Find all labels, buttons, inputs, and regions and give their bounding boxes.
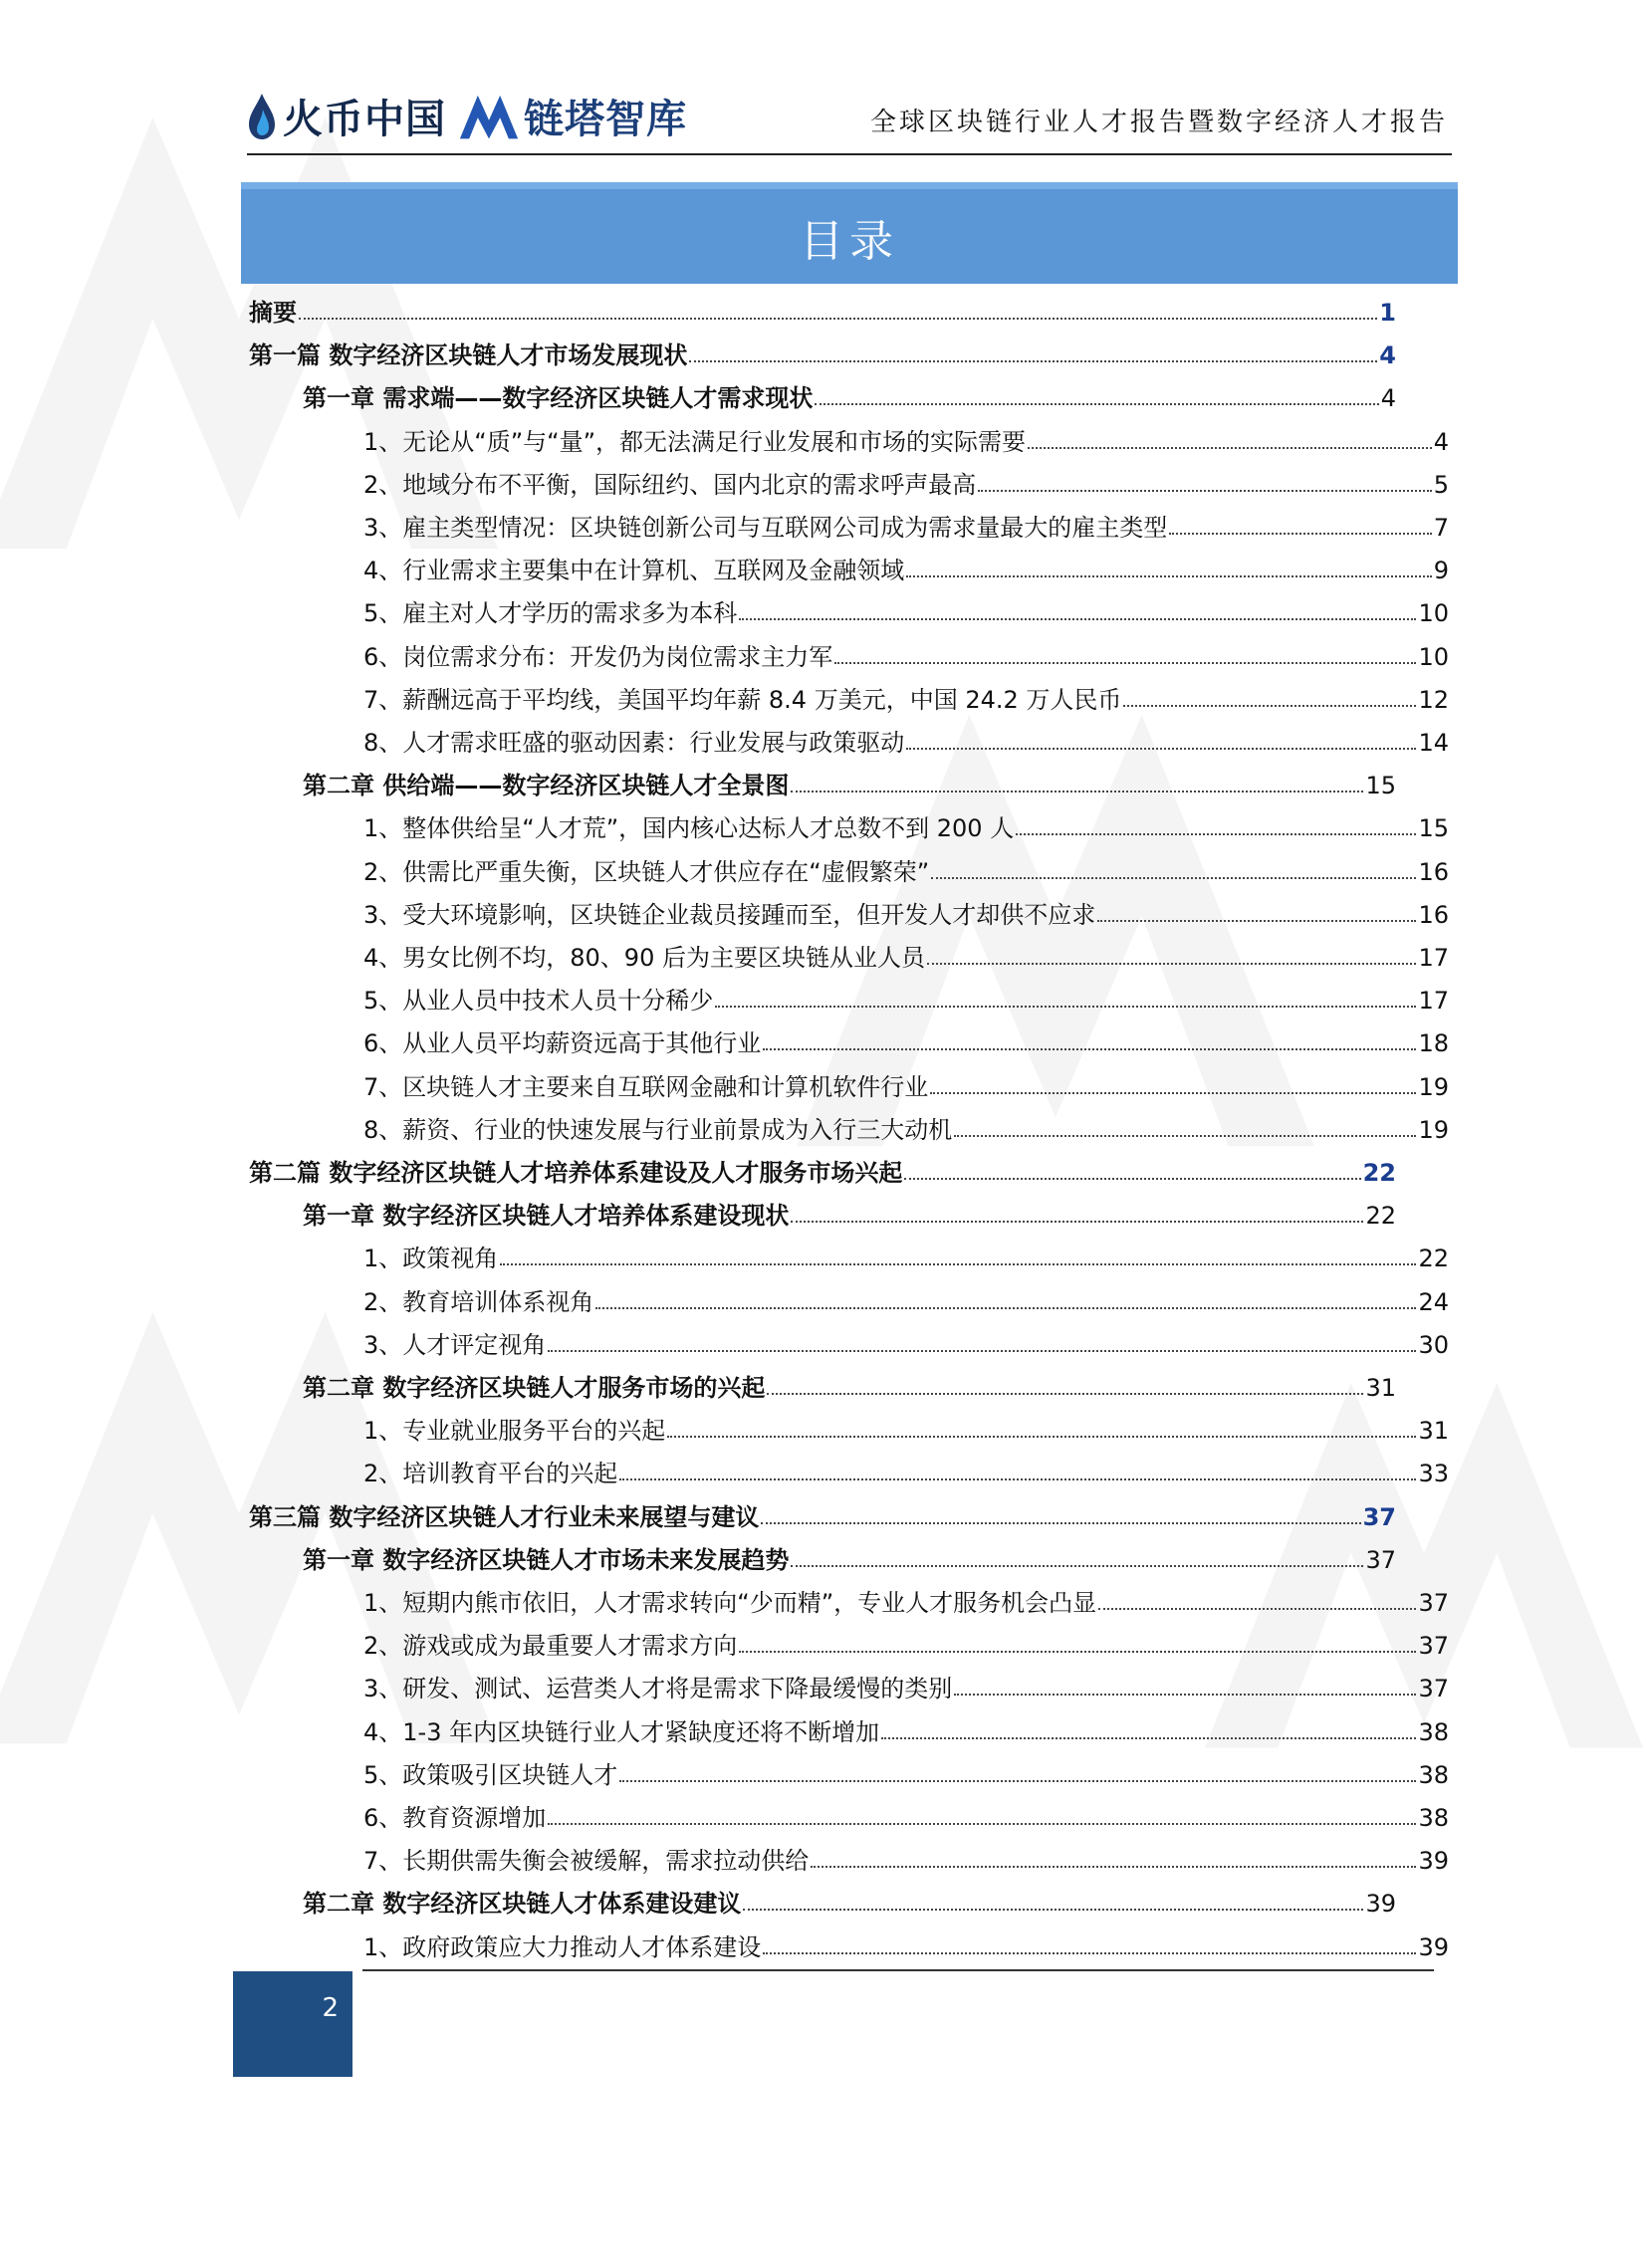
toc-entry[interactable] xyxy=(303,1536,1396,1576)
toc-entry-title: 1、政策视角 xyxy=(363,1245,499,1273)
toc-entry[interactable] xyxy=(249,289,1396,329)
toc-entry-title: 2、教育培训体系视角 xyxy=(363,1287,594,1316)
toc-entry-title: 5、雇主对人才学历的需求多为本科 xyxy=(363,599,738,628)
report-title: 全球区块链行业人才报告暨数字经济人才报告 xyxy=(869,108,1448,137)
toc-entry-page: 19 xyxy=(1418,1072,1449,1101)
toc-entry-page: 18 xyxy=(1418,1029,1449,1058)
toc-leader-dots xyxy=(1016,833,1416,835)
toc-leader-dots xyxy=(767,1393,1363,1395)
toc-entry-page: 31 xyxy=(1418,1417,1449,1446)
toc-entry-title: 1、整体供给呈“人才荒”，国内核心达标人才总数不到 200 人 xyxy=(363,814,1015,843)
toc-entry-title: 第一章 需求端——数字经济区块链人才需求现状 xyxy=(303,384,814,413)
toc-entry-title: 3、人才评定视角 xyxy=(363,1330,547,1359)
toc-entry-page: 30 xyxy=(1418,1330,1449,1359)
flame-drop-icon xyxy=(247,92,277,141)
page-number: 2 xyxy=(322,1993,339,2023)
page-number-box xyxy=(233,1971,353,2077)
toc-leader-dots xyxy=(930,1092,1416,1094)
toc-entry-title: 6、教育资源增加 xyxy=(363,1804,547,1832)
toc-entry[interactable] xyxy=(363,848,1449,888)
toc-entry-title: 1、专业就业服务平台的兴起 xyxy=(363,1417,666,1446)
toc-leader-dots xyxy=(906,748,1416,750)
toc-entry-page: 15 xyxy=(1418,814,1449,843)
toc-entry-page: 9 xyxy=(1433,557,1449,585)
toc-entry[interactable] xyxy=(363,633,1449,673)
toc-entry-page: 10 xyxy=(1418,642,1449,671)
toc-leader-dots xyxy=(548,1823,1416,1825)
toc-entry[interactable] xyxy=(363,1106,1449,1146)
toc-leader-dots xyxy=(761,1522,1360,1524)
toc-entry[interactable] xyxy=(363,461,1449,501)
toc-entry[interactable] xyxy=(363,547,1449,586)
toc-entry-page: 5 xyxy=(1433,470,1449,499)
toc-entry-page: 38 xyxy=(1418,1804,1449,1832)
toc-leader-dots xyxy=(931,877,1416,879)
toc-entry-title: 8、人才需求旺盛的驱动因素：行业发展与政策驱动 xyxy=(363,729,905,757)
toc-entry[interactable] xyxy=(363,1579,1449,1619)
toc-entry[interactable] xyxy=(363,1020,1449,1059)
toc-entry-title: 1、短期内熊市依旧，人才需求转向“少而精”，专业人才服务机会凸显 xyxy=(363,1589,1097,1617)
toc-leader-dots xyxy=(739,618,1416,620)
toc-entry-page: 37 xyxy=(1365,1545,1396,1574)
toc-leader-dots xyxy=(906,575,1431,577)
toc-entry[interactable] xyxy=(363,676,1449,716)
toc-entry-title: 3、受大环境影响，区块链企业裁员接踵而至，但开发人才却供不应求 xyxy=(363,900,1096,929)
toc-entry-page: 39 xyxy=(1365,1890,1396,1919)
toc-leader-dots xyxy=(927,963,1416,965)
toc-entry-page: 39 xyxy=(1418,1932,1449,1961)
toc-entry-title: 2、培训教育平台的兴起 xyxy=(363,1460,618,1488)
toc-entry[interactable] xyxy=(303,762,1396,801)
toc-heading: 目录 xyxy=(800,215,899,267)
toc-entry-page: 4 xyxy=(1380,384,1396,413)
toc-entry[interactable] xyxy=(303,1192,1396,1232)
toc-entry-title: 7、薪酬远高于平均线，美国平均年薪 8.4 万美元，中国 24.2 万人民币 xyxy=(363,685,1122,714)
toc-leader-dots xyxy=(739,1651,1416,1653)
toc-leader-dots xyxy=(791,791,1363,793)
toc-entry-page: 4 xyxy=(1379,341,1396,370)
toc-entry-page: 33 xyxy=(1418,1460,1449,1488)
toc-entry[interactable] xyxy=(363,504,1449,544)
toc-leader-dots xyxy=(791,1565,1363,1567)
toc-entry-title: 第一篇 数字经济区块链人才市场发展现状 xyxy=(249,341,688,370)
toc-leader-dots xyxy=(548,1350,1416,1352)
toc-entry[interactable] xyxy=(363,1407,1449,1447)
toc-entry-title: 第二章 数字经济区块链人才体系建设建议 xyxy=(303,1890,742,1919)
toc-entry-title: 4、1-3 年内区块链行业人才紧缺度还将不断增加 xyxy=(363,1717,880,1746)
lianta-logo xyxy=(458,88,687,144)
toc-leader-dots xyxy=(619,1780,1416,1782)
toc-leader-dots xyxy=(1098,1608,1416,1610)
toc-entry-title: 2、供需比严重失衡，区块链人才供应存在“虚假繁荣” xyxy=(363,857,930,886)
toc-entry-page: 38 xyxy=(1418,1760,1449,1789)
toc-leader-dots xyxy=(954,1135,1416,1137)
toc-entry-title: 5、从业人员中技术人员十分稀少 xyxy=(363,987,714,1016)
toc-leader-dots xyxy=(815,403,1378,405)
toc-entry-title: 第二章 供给端——数字经济区块链人才全景图 xyxy=(303,772,790,800)
toc-entry-title: 6、岗位需求分布：开发仍为岗位需求主力军 xyxy=(363,642,833,671)
toc-entry-title: 1、无论从“质”与“量”，都无法满足行业发展和市场的实际需要 xyxy=(363,427,1027,456)
huobi-logo xyxy=(247,88,446,144)
toc-leader-dots xyxy=(763,1048,1416,1050)
toc-entry-page: 16 xyxy=(1418,900,1449,929)
toc-entry-title: 3、研发、测试、运营类人才将是需求下降最缓慢的类别 xyxy=(363,1675,953,1703)
toc-entry-page: 10 xyxy=(1418,599,1449,628)
toc-entry-page: 12 xyxy=(1418,685,1449,714)
toc-entry-page: 1 xyxy=(1379,299,1396,327)
toc-entry-page: 19 xyxy=(1418,1115,1449,1144)
toc-entry-title: 4、行业需求主要集中在计算机、互联网及金融领域 xyxy=(363,557,905,585)
toc-entry[interactable] xyxy=(363,1450,1449,1489)
toc-entry[interactable] xyxy=(303,374,1396,414)
toc-leader-dots xyxy=(595,1307,1416,1309)
toc-entry[interactable] xyxy=(363,1321,1449,1361)
toc-leader-dots xyxy=(689,360,1377,362)
toc-entry-title: 7、区块链人才主要来自互联网金融和计算机软件行业 xyxy=(363,1072,929,1101)
toc-leader-dots xyxy=(881,1737,1416,1739)
toc-entry[interactable] xyxy=(363,1924,1449,1963)
toc-entry-title: 6、从业人员平均薪资远高于其他行业 xyxy=(363,1029,762,1058)
toc-entry-page: 16 xyxy=(1418,857,1449,886)
lianta-logo-text: 链塔智库 xyxy=(524,97,687,142)
toc-entry[interactable] xyxy=(363,804,1449,844)
toc-leader-dots xyxy=(1123,705,1416,707)
toc-entry-page: 24 xyxy=(1418,1287,1449,1316)
toc-leader-dots xyxy=(791,1221,1363,1223)
toc-leader-dots xyxy=(811,1866,1416,1868)
toc-entry-title: 摘要 xyxy=(249,299,297,327)
toc-entry[interactable] xyxy=(363,589,1449,629)
toc-entry[interactable] xyxy=(303,1364,1396,1404)
toc-entry[interactable] xyxy=(363,1665,1449,1704)
toc-entry-page: 31 xyxy=(1365,1374,1396,1402)
toc-leader-dots xyxy=(1028,447,1432,449)
toc-entry-page: 17 xyxy=(1418,944,1449,972)
toc-leader-dots xyxy=(904,1178,1360,1180)
toc-entry[interactable] xyxy=(363,1708,1449,1748)
toc-entry[interactable] xyxy=(249,332,1396,371)
toc-entry-page: 37 xyxy=(1362,1502,1396,1531)
toc-entry[interactable] xyxy=(363,1794,1449,1834)
toc-entry-title: 第三篇 数字经济区块链人才行业未来展望与建议 xyxy=(249,1502,760,1531)
toc-leader-dots xyxy=(500,1263,1416,1265)
toc-entry-page: 22 xyxy=(1362,1159,1396,1187)
toc-entry[interactable] xyxy=(363,719,1449,759)
toc-entry[interactable] xyxy=(363,1622,1449,1662)
toc-entry[interactable] xyxy=(363,934,1449,974)
toc-entry[interactable] xyxy=(363,1235,1449,1274)
toc-leader-dots xyxy=(954,1694,1416,1696)
toc-entry-page: 38 xyxy=(1418,1717,1449,1746)
toc-leader-dots xyxy=(1097,920,1416,922)
toc-banner xyxy=(241,182,1458,284)
toc-leader-dots xyxy=(619,1478,1416,1480)
toc-entry[interactable] xyxy=(303,1880,1396,1920)
toc-leader-dots xyxy=(743,1909,1363,1911)
toc-entry-page: 37 xyxy=(1418,1675,1449,1703)
toc-leader-dots xyxy=(1169,533,1431,535)
toc-entry[interactable] xyxy=(363,1751,1449,1791)
toc-entry-title: 第二篇 数字经济区块链人才培养体系建设及人才服务市场兴起 xyxy=(249,1159,903,1187)
page-header xyxy=(247,84,1452,155)
toc-entry-title: 第二章 数字经济区块链人才服务市场的兴起 xyxy=(303,1374,766,1402)
toc-leader-dots xyxy=(763,1952,1416,1954)
toc-entry-page: 22 xyxy=(1418,1245,1449,1273)
toc-entry-page: 17 xyxy=(1418,987,1449,1016)
toc-entry-page: 7 xyxy=(1433,514,1449,542)
toc-entry[interactable] xyxy=(363,418,1449,458)
toc-entry[interactable] xyxy=(363,1837,1449,1877)
toc-entry[interactable] xyxy=(249,1493,1396,1533)
toc-entry-page: 4 xyxy=(1433,427,1449,456)
toc-entry-title: 第一章 数字经济区块链人才培养体系建设现状 xyxy=(303,1202,790,1231)
toc-entry-title: 4、男女比例不均，80、90 后为主要区块链从业人员 xyxy=(363,944,925,972)
toc-leader-dots xyxy=(978,490,1431,492)
toc-entry-page: 14 xyxy=(1418,729,1449,757)
toc-entry[interactable] xyxy=(363,1278,1449,1318)
toc-entry-page: 37 xyxy=(1418,1589,1449,1617)
toc-entry-title: 7、长期供需失衡会被缓解，需求拉动供给 xyxy=(363,1847,810,1876)
toc-entry[interactable] xyxy=(363,977,1449,1017)
toc-entry-title: 2、地域分布不平衡，国际纽约、国内北京的需求呼声最高 xyxy=(363,470,977,499)
toc-entry-title: 3、雇主类型情况：区块链创新公司与互联网公司成为需求量最大的雇主类型 xyxy=(363,514,1168,542)
huobi-logo-text: 火币中国 xyxy=(283,97,446,142)
toc-entry[interactable] xyxy=(363,1063,1449,1103)
lianta-logo-icon xyxy=(458,92,520,141)
toc-entry-title: 2、游戏或成为最重要人才需求方向 xyxy=(363,1632,738,1661)
toc-leader-dots xyxy=(299,318,1377,320)
toc-entry-title: 5、政策吸引区块链人才 xyxy=(363,1760,618,1789)
toc-entry-page: 22 xyxy=(1365,1202,1396,1231)
toc-entry-title: 8、薪资、行业的快速发展与行业前景成为入行三大动机 xyxy=(363,1115,953,1144)
toc-leader-dots xyxy=(834,662,1416,664)
toc-entry-title: 第一章 数字经济区块链人才市场未来发展趋势 xyxy=(303,1545,790,1574)
toc-leader-dots xyxy=(667,1436,1416,1438)
toc-entry-title: 1、政府政策应大力推动人才体系建设 xyxy=(363,1932,762,1961)
toc-leader-dots xyxy=(715,1006,1416,1008)
toc-entry[interactable] xyxy=(363,891,1449,931)
toc-entry-page: 37 xyxy=(1418,1632,1449,1661)
toc-entry[interactable] xyxy=(249,1149,1396,1189)
toc-entry-page: 39 xyxy=(1418,1847,1449,1876)
toc-entry-page: 15 xyxy=(1365,772,1396,800)
bottom-divider xyxy=(362,1969,1434,1971)
